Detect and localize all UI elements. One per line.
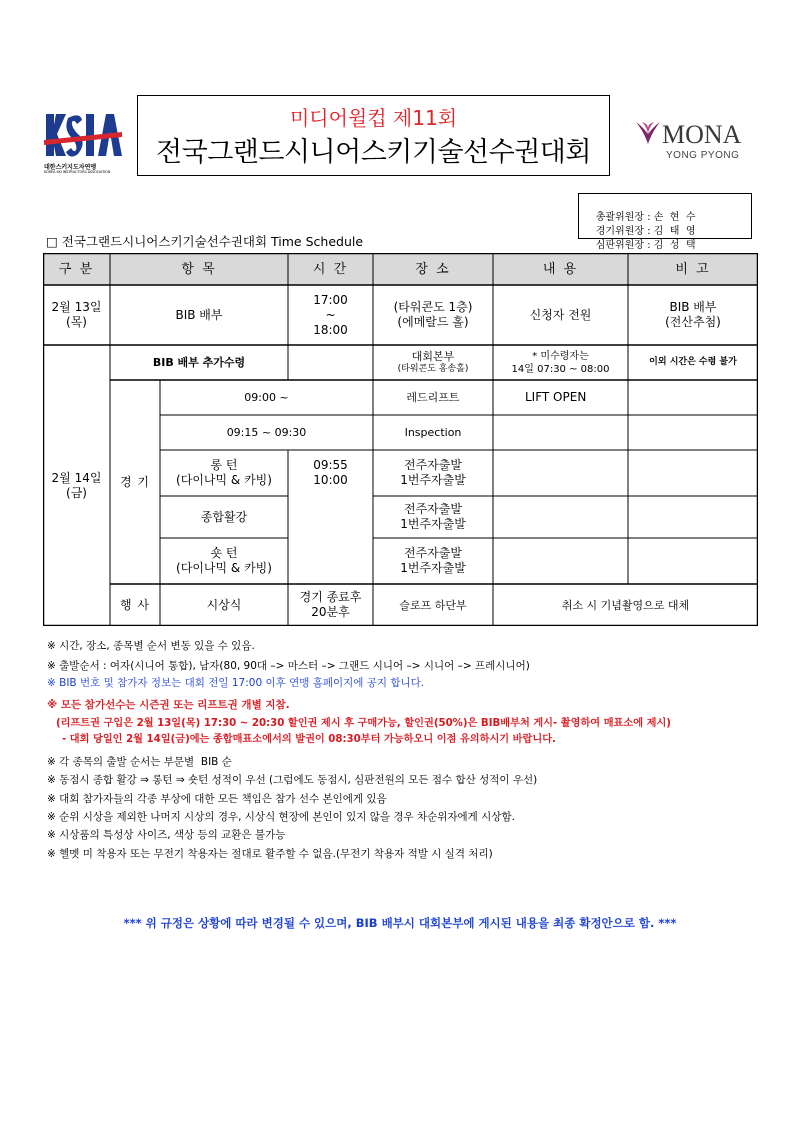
official-sep: : [647,226,651,237]
note-helmet-radio: ※ 헬멧 미 착용자 또는 무전기 착용자는 절대로 활주할 수 없음.(무전기 착용자 적발 시 실격 처리) [47,848,493,860]
mona-flower-icon [634,118,664,148]
mona-wordmark: MONA [662,120,742,149]
event-combined-start: 전주자출발 1번주자출발 [400,502,466,531]
day1-note: BIB 배부 (전산추첨) [665,300,721,329]
yongpyong-wordmark: YONG PYONG [666,150,740,161]
official-role: 심판위원장 [595,240,645,251]
col-header-item: 항 목 [181,261,217,277]
inspection-time: 09:15 ~ 09:30 [226,426,307,439]
lift-open-content: LIFT OPEN [525,390,587,404]
ksia-emblem-icon [44,110,122,160]
event-title: 전국그랜드시니어스키기술선수권대회 [156,137,591,168]
title-box [137,95,610,176]
official-sep: : [647,212,651,223]
ksia-logo [44,110,122,172]
event-long-turn: 롱 턴 (다이나믹 & 카빙) [176,458,272,487]
footer-notice: *** 위 규정은 상황에 따라 변경될 수 있으며, BIB 배부시 대회본부에 게시된 내용을 최종 확정안으로 함. *** [123,916,677,930]
col-header-category: 구 분 [58,261,95,277]
event-long-turn-start: 전주자출발 1번주자출발 [400,458,466,487]
official-name: 손 현 수 [653,212,696,223]
note-bib-info: ※ BIB 번호 및 참가자 정보는 대회 전일 17:00 이후 연맹 홈페이지에 공지 합니다. [47,677,425,689]
day1-place: (타워콘도 1층) (에메랄드 홀) [393,300,473,329]
ceremony-group-label: 행 사 [120,597,150,612]
officials-box [578,193,752,251]
col-header-note: 비 고 [675,261,711,277]
lift-place: 레드리프트 [406,391,460,404]
note-ticket-office: - 대회 당일인 2월 14일(금)에는 종합매표소에서의 발권이 08:30부터 가능하오니 이점 유의하시기 바랍니다. [62,734,556,745]
note-injury-liability: ※ 대회 참가자들의 각종 부상에 대한 모든 책임은 참가 선수 본인에게 있음 [47,793,387,805]
official-sep: : [647,240,651,251]
lift-open-time: 09:00 ~ [244,391,289,404]
section-title: □ 전국그랜드시니어스키기술선수권대회 Time Schedule [46,234,364,249]
schedule-table [43,253,758,626]
official-role: 경기위원장 [595,226,645,237]
bib-extra-place-main: 대회본부 [411,350,455,363]
bib-extra-note: 이외 시간은 수령 불가 [649,357,737,367]
inspection-place: Inspection [404,426,462,439]
event-combined-downhill: 종합활강 [200,509,248,524]
mona-yongpyong-logo [630,112,760,167]
col-header-place: 장 소 [415,261,451,277]
official-name: 김 성 택 [653,240,696,251]
day1-time: 17:00 ~ 18:00 [313,292,348,337]
note-prize-exchange: ※ 시상품의 특성상 사이즈, 색상 등의 교환은 불가능 [47,829,286,841]
day1-item: BIB 배부 [175,307,223,322]
day2-date: 2월 14일 (금) [51,470,102,500]
col-header-time: 시 간 [312,261,349,277]
note-schedule-change: ※ 시간, 장소, 종목별 순서 변동 있을 수 있음. [47,640,255,652]
note-tie-break: ※ 동점시 종합 활강 ⇒ 롱턴 ⇒ 숏턴 성적이 우선 (그럼에도 동점시, 심판전원의 모든 점수 합산 성적이 우선) [47,774,538,786]
ksia-korean-name: 대한스키지도자연맹 [44,164,97,171]
bib-extra-content: * 미수령자는 14일 07:30 ~ 08:00 [511,350,610,375]
official-row [583,197,696,223]
day1-content: 신청자 전원 [529,307,592,322]
ksia-english-name: KOREA SKI INSTRUCTORS ASSOCIATION [44,170,111,174]
note-pass-required: ※ 모든 참가선수는 시즌권 또는 리프트권 개별 지참. [47,699,290,711]
bib-extra-place [373,345,493,380]
event-short-turn: 숏 턴 (다이나믹 & 카빙) [176,546,272,575]
event-short-turn-start: 전주자출발 1번주자출발 [400,546,466,575]
day1-date: 2월 13일 (목) [51,300,102,329]
note-start-order: ※ 출발순서 : 여자(시니어 통합), 남자(80, 90대 –> 마스터 –> 그랜드 시니어 –> 시니어 –> 프레시니어) [47,660,530,672]
event-long-turn-time: 09:55 10:00 [313,458,348,487]
bib-extra-place-sub: (타워콘도 홍송홀) [397,364,469,374]
col-header-content: 내 용 [542,261,579,277]
note-lift-ticket-purchase: (리프트권 구입은 2월 13일(목) 17:30 ~ 20:30 할인권 제시 후 구매가능, 할인권(50%)은 BIB배부처 게시- 촬영하여 매표소에 제시) [56,718,671,729]
ceremony-place: 슬로프 하단부 [399,598,467,612]
bib-extra-item: BIB 배부 추가수령 [152,356,246,369]
competition-group-label: 경 기 [120,474,150,489]
ceremony-time: 경기 종료후 20분후 [299,590,362,619]
ceremony-content: 취소 시 기념촬영으로 대체 [561,598,690,612]
event-subtitle: 미디어윌컵 제11회 [289,106,458,130]
official-row [583,225,696,251]
ceremony-item: 시상식 [206,597,242,612]
note-bib-order: ※ 각 종목의 출발 순서는 부문별 BIB 순 [47,756,232,768]
official-row [583,211,696,237]
official-name: 김 태 영 [653,226,696,237]
note-award-absence: ※ 순위 시상을 제외한 나머지 시상의 경우, 시상식 현장에 본인이 있지 않을 경우 차순위자에게 시상함. [47,811,515,823]
official-role: 총괄위원장 [595,212,645,223]
